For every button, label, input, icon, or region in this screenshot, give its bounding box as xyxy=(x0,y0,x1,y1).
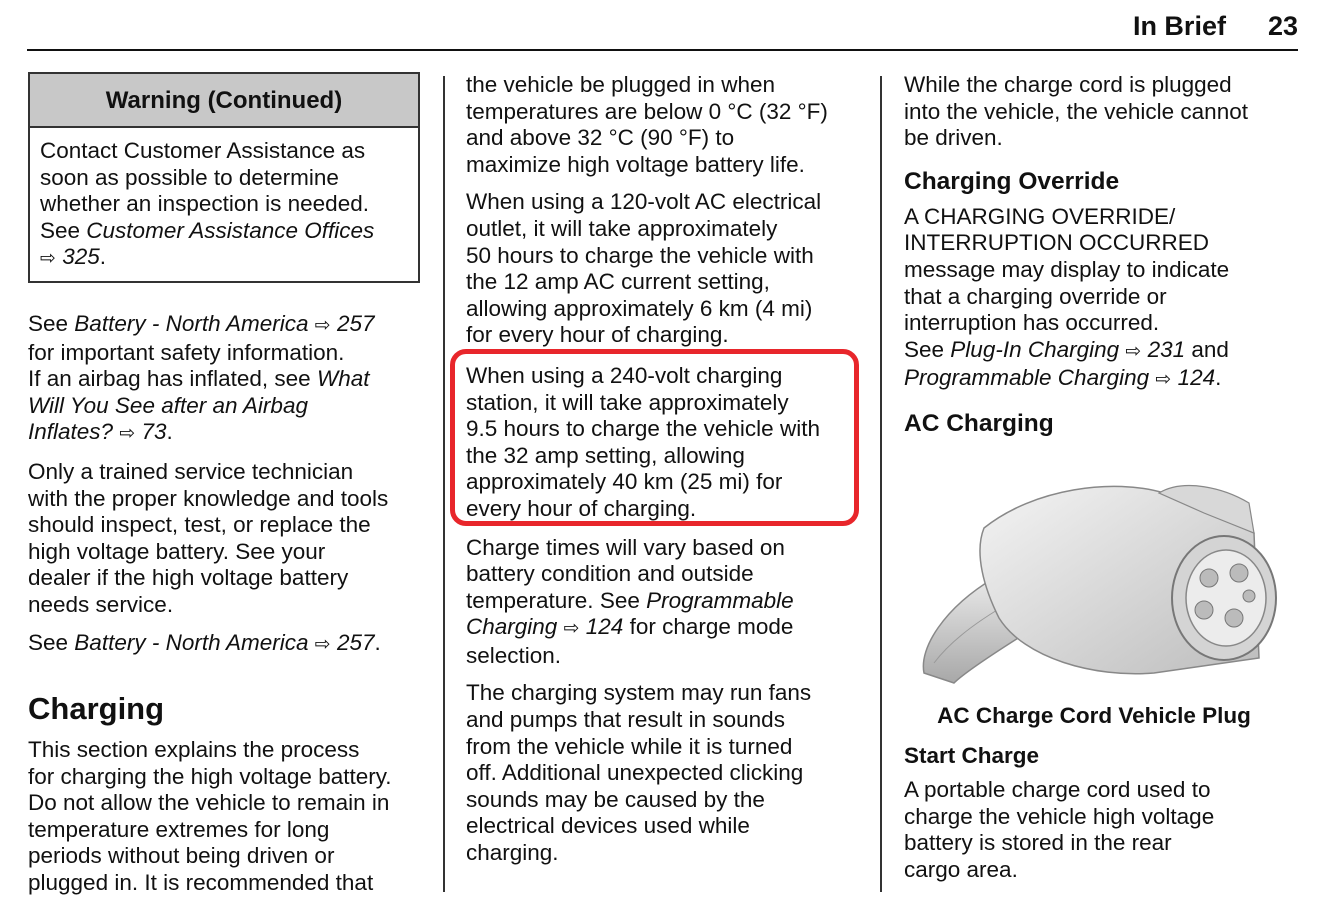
page-ref[interactable]: 73 xyxy=(141,419,167,445)
paragraph-portable-cord: A portable charge cord used to charge the vehicle high voltage battery is stored in the rear cargo area. xyxy=(904,777,1215,882)
heading-charging: Charging xyxy=(28,691,165,727)
paragraph-charge-times: Charge times will vary based on battery condition and outside temperature. See Programmable Charging ⇨ 124 for charge mode selection. xyxy=(466,534,794,668)
heading-charging-override: Charging Override xyxy=(904,167,1120,195)
heading-ac-charging: AC Charging xyxy=(904,409,1054,437)
page-ref[interactable]: 124 xyxy=(1177,365,1216,391)
page-number: 23 xyxy=(1267,10,1298,41)
link-airbag[interactable]: What Will You See after an Airbag Inflates? xyxy=(28,366,370,445)
page-ref-arrow-icon: ⇨ xyxy=(40,248,56,270)
link-battery[interactable]: Battery - North America xyxy=(74,310,309,336)
link-battery[interactable]: Battery - North America xyxy=(74,629,309,655)
section-title: In Brief xyxy=(1132,10,1226,41)
charge-plug-illustration xyxy=(904,458,1284,688)
heading-start-charge: Start Charge xyxy=(904,743,1040,769)
page-ref[interactable]: 257 xyxy=(336,310,375,336)
page-ref-arrow-icon: ⇨ xyxy=(314,314,331,336)
figure-caption: AC Charge Cord Vehicle Plug xyxy=(937,702,1251,728)
highlight-box xyxy=(450,349,859,526)
warning-body: Contact Customer Assistance as soon as possible to determine whether an inspection is needed. See Customer Assistance Offices ⇨ 325. xyxy=(40,138,375,270)
page-ref[interactable]: 124 xyxy=(585,614,624,640)
paragraph-override: A CHARGING OVERRIDE/ INTERRUPTION OCCURRED message may display to indicate that a charging override or interruption has occurred. See Plug-In Charging ⇨ 231 and Programmable Charging ⇨ 124. xyxy=(904,203,1230,391)
page-ref[interactable]: 325 xyxy=(62,244,100,270)
paragraph-safety: See Battery - North America ⇨ 257 for important safety information. If an airbag has inflated, see What Will You See after an Airbag Inflates? ⇨ 73. xyxy=(28,310,375,445)
page-ref-arrow-icon: ⇨ xyxy=(314,633,331,655)
header-rule xyxy=(27,49,1298,51)
page-header xyxy=(1133,6,1298,46)
paragraph-120v: When using a 120-volt AC electrical outlet, it will take approximately 50 hours to charge the vehicle with the 12 amp AC current setting, allowing approximately 6 km (4 mi) for every hour of charging. xyxy=(466,189,822,348)
column-1 xyxy=(28,72,428,897)
page-ref-arrow-icon: ⇨ xyxy=(563,618,580,640)
page-ref[interactable]: 231 xyxy=(1147,336,1186,362)
paragraph-temperature: the vehicle be plugged in when temperatures are below 0 °C (32 °F) and above 32 °C (90 °F) to maximize high voltage battery life. xyxy=(466,72,828,177)
paragraph-fans-pumps: The charging system may run fans and pumps that result in sounds from the vehicle while it is turned off. Additional unexpected clicking sounds may be caused by the electrical devices used while charging. xyxy=(466,680,812,866)
page-ref-arrow-icon: ⇨ xyxy=(119,423,136,445)
warning-title: Warning (Continued) xyxy=(30,74,418,128)
page-ref-arrow-icon: ⇨ xyxy=(1155,369,1172,391)
column-3 xyxy=(904,72,1304,884)
column-divider xyxy=(880,76,882,892)
warning-box xyxy=(28,72,420,283)
link-plug-in-charging[interactable]: Plug-In Charging xyxy=(950,336,1120,362)
paragraph-technician: Only a trained service technician with the proper knowledge and tools should inspect, test, or replace the high voltage battery. See your dealer if the high voltage battery needs service. xyxy=(28,458,389,617)
paragraph-cord-plugged: While the charge cord is plugged into the vehicle, the vehicle cannot be driven. xyxy=(904,72,1248,151)
page-ref[interactable]: 257 xyxy=(336,629,375,655)
paragraph-see-battery: See Battery - North America ⇨ 257. xyxy=(28,629,381,655)
column-divider xyxy=(443,76,445,892)
link-customer-assistance[interactable]: Customer Assistance Offices xyxy=(86,217,375,243)
link-programmable-charging[interactable]: Programmable Charging xyxy=(466,587,794,640)
page-ref-arrow-icon: ⇨ xyxy=(1125,340,1142,362)
paragraph-charging-intro: This section explains the process for charging the high voltage battery. Do not allow the vehicle to remain in temperature extremes for long periods without being driven or plugged in. It is recommended that xyxy=(28,737,392,896)
link-programmable-charging[interactable]: Programmable Charging xyxy=(904,365,1150,391)
paragraph-240v: When using a 240-volt charging station, it will take approximately 9.5 hours to charge the vehicle with the 32 amp setting, allowing approximately 40 km (25 mi) for every hour of charging. xyxy=(466,362,820,521)
